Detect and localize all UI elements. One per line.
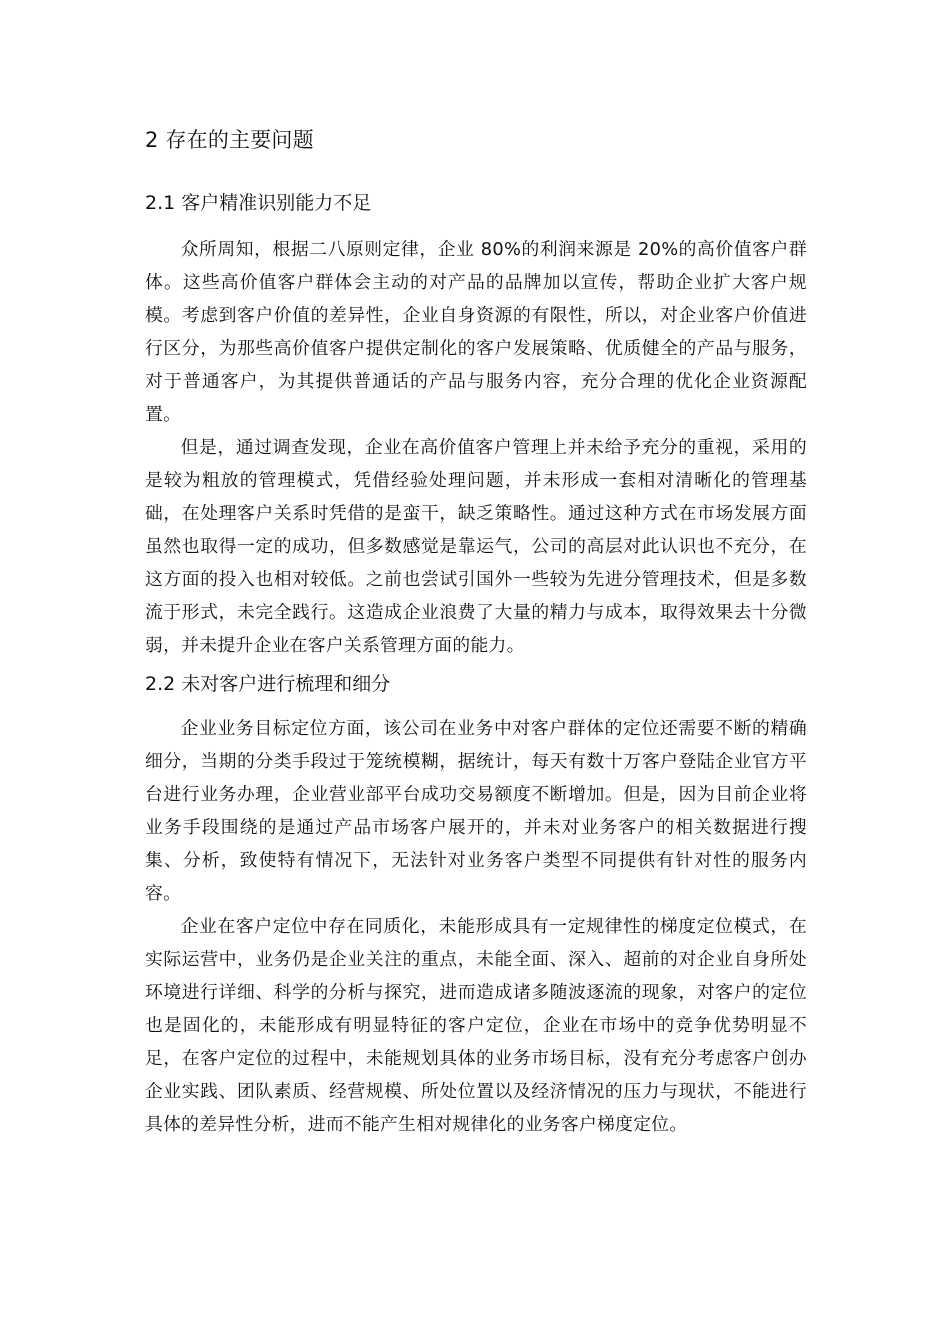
paragraph-2-2-1: 企业业务目标定位方面，该公司在业务中对客户群体的定位还需要不断的精确细分，当期的分类手段过于笼统模糊，据统计，每天有数十万客户登陆企业官方平台进行业务办理，企业营业部平台成功交易额度不断增加。但是，因为目前企业将业务手段围绕的是通过产品市场客户展开的，并未对业务客户的相关数据进行搜集、分析，致使特有情况下，无法针对业务客户类型不同提供有针对性的服务内容。 <box>145 718 807 904</box>
paragraph-2-1-1: 众所周知，根据二八原则定律，企业 80%的利润来源是 20%的高价值客户群体。这些高价值客户群体会主动的对产品的品牌加以宣传，帮助企业扩大客户规模。考虑到客户价值的差异性，企业自身资源的有限性，所以，对企业客户价值进行区分，为那些高价值客户提供定制化的客户发展策略、优质健全的产品与服务，对于普通客户，为其提供普通话的产品与服务内容，充分合理的优化企业资源配置。 <box>145 239 807 425</box>
section-heading-2-1: 2.1 客户精准识别能力不足 <box>145 192 372 214</box>
paragraph-2-2-2: 企业在客户定位中存在同质化，未能形成具有一定规律性的梯度定位模式，在实际运营中，业务仍是企业关注的重点，未能全面、深入、超前的对企业自身所处环境进行详细、科学的分析与探究，进而造成诸多随波逐流的现象，对客户的定位也是固化的，未能形成有明显特征的客户定位，企业在市场中的竞争优势明显不足，在客户定位的过程中，未能规划具体的业务市场目标，没有充分考虑客户创办企业实践、团队素质、经营规模、所处位置以及经济情况的压力与现状，不能进行具体的差异性分析，进而不能产生相对规律化的业务客户梯度定位。 <box>145 916 807 1135</box>
section-heading-2-2: 2.2 未对客户进行梳理和细分 <box>145 673 391 695</box>
document-body <box>145 118 807 1141</box>
chapter-heading: 2 存在的主要问题 <box>145 128 314 152</box>
paragraph-2-1-2: 但是，通过调查发现，企业在高价值客户管理上并未给予充分的重视，采用的是较为粗放的管理模式，凭借经验处理问题，并未形成一套相对清晰化的管理基础，在处理客户关系时凭借的是蛮干，缺乏策略性。通过这种方式在市场发展方面虽然也取得一定的成功，但多数感觉是靠运气，公司的高层对此认识也不充分，在这方面的投入也相对较低。之前也尝试引国外一些较为先进分管理技术，但是多数流于形式，未完全践行。这造成企业浪费了大量的精力与成本，取得效果去十分微弱，并未提升企业在客户关系管理方面的能力。 <box>145 437 807 656</box>
